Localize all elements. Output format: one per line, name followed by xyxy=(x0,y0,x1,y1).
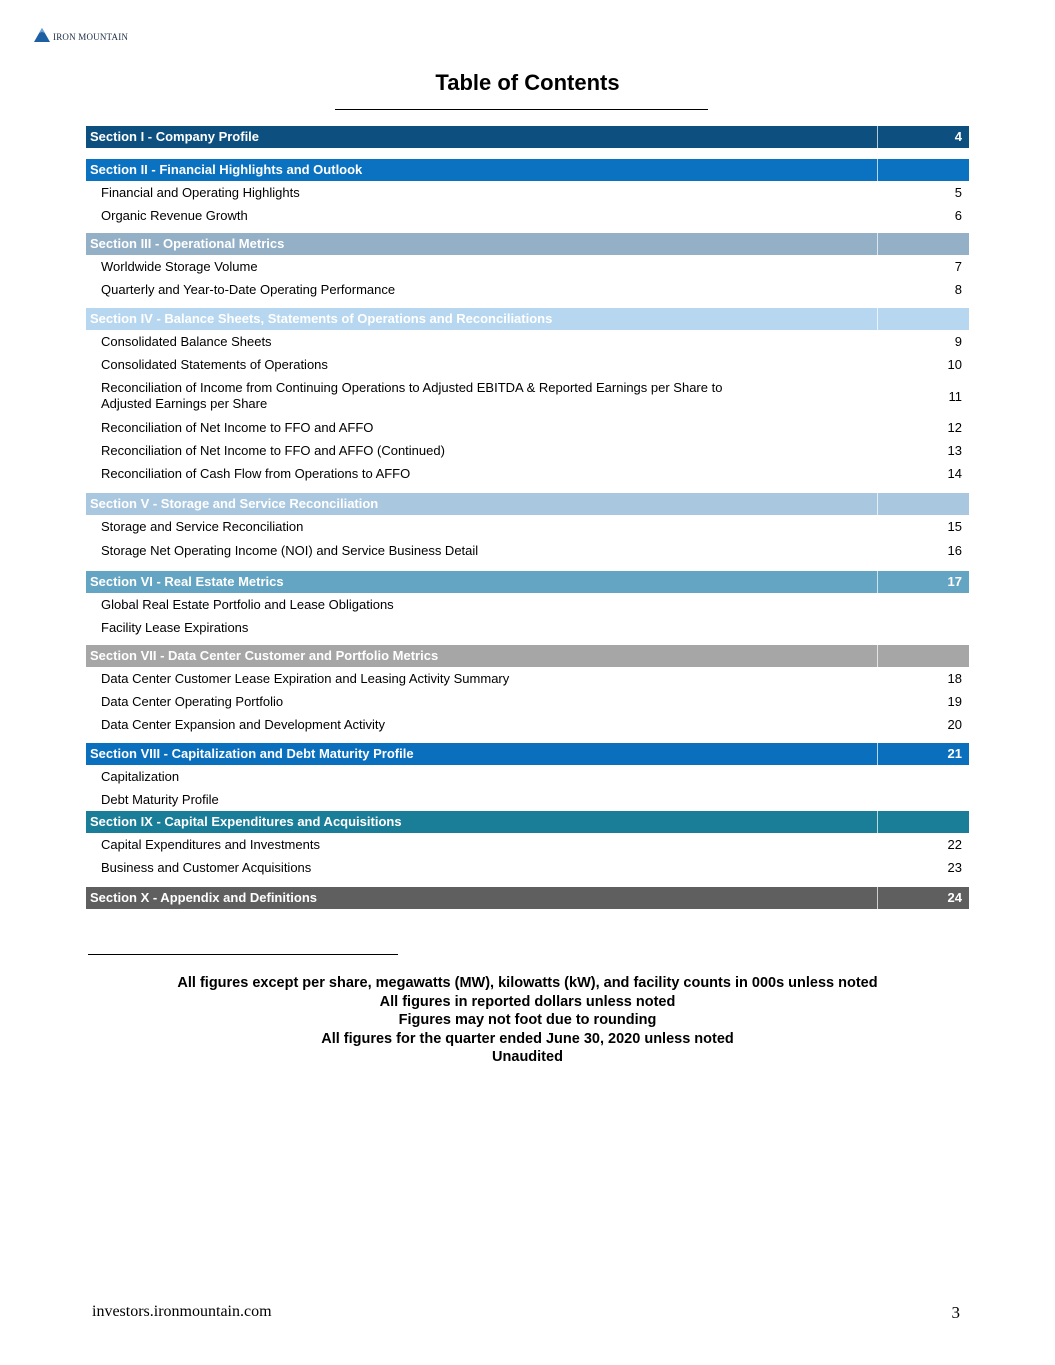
footnotes xyxy=(0,974,1055,1067)
toc-item[interactable] xyxy=(86,690,969,713)
section-title: Section VIII - Capitalization and Debt Maturity Profile xyxy=(90,746,414,761)
toc-item[interactable] xyxy=(86,788,969,811)
toc-item-page: 14 xyxy=(947,466,962,481)
toc-item[interactable] xyxy=(86,667,969,690)
section-title: Section IX - Capital Expenditures and Acquisitions xyxy=(90,814,402,829)
toc-item-page: 5 xyxy=(954,185,962,200)
toc-item[interactable] xyxy=(86,856,969,879)
toc-item-label: Data Center Expansion and Development Activity xyxy=(101,717,385,732)
triangle-mountain-logo-icon xyxy=(34,28,50,42)
toc-item-page: 19 xyxy=(947,694,962,709)
section-title: Section VI - Real Estate Metrics xyxy=(90,574,284,589)
toc-item-label: Storage and Service Reconciliation xyxy=(101,519,304,534)
section-block xyxy=(86,126,969,148)
section-page: 24 xyxy=(877,887,969,909)
section-header[interactable] xyxy=(86,645,969,667)
section-page: 17 xyxy=(877,571,969,593)
section-title: Section IV - Balance Sheets, Statements of Operations and Reconciliations xyxy=(90,311,553,326)
section-block xyxy=(86,159,969,227)
toc-item-label: Business and Customer Acquisitions xyxy=(101,860,312,875)
toc-item-page: 18 xyxy=(947,671,962,686)
section-title: Section III - Operational Metrics xyxy=(90,236,285,251)
section-block xyxy=(86,887,969,909)
section-header[interactable] xyxy=(86,811,969,833)
toc-item-page: 10 xyxy=(947,357,962,372)
toc-item[interactable] xyxy=(86,833,969,856)
section-header[interactable] xyxy=(86,571,969,593)
toc-item-page: 6 xyxy=(954,208,962,223)
note-line: All figures in reported dollars unless noted xyxy=(379,993,676,1010)
logo-wordmark: IRON MOUNTAIN xyxy=(53,32,129,42)
section-title: Section II - Financial Highlights and Outlook xyxy=(90,162,363,177)
note-line: All figures except per share, megawatts (MW), kilowatts (kW), and facility counts in 000s unless noted xyxy=(177,975,878,991)
section-page xyxy=(877,233,969,255)
toc-item-page: 12 xyxy=(947,420,962,435)
toc-item[interactable] xyxy=(86,416,969,439)
section-header[interactable] xyxy=(86,493,969,515)
toc-item[interactable] xyxy=(86,538,969,563)
page-number: 3 xyxy=(951,1303,960,1322)
section-block xyxy=(86,493,969,563)
toc-item-label: Quarterly and Year-to-Date Operating Performance xyxy=(101,282,396,297)
section-title: Section VII - Data Center Customer and Portfolio Metrics xyxy=(90,648,439,663)
section-block xyxy=(86,645,969,736)
toc-item-page: 16 xyxy=(947,543,962,558)
section-page xyxy=(877,493,969,515)
toc-item-label: Capital Expenditures and Investments xyxy=(101,837,320,852)
toc-item[interactable] xyxy=(86,278,969,301)
section-header[interactable] xyxy=(86,308,969,330)
footer-url-link[interactable]: investors.ironmountain.com xyxy=(92,1303,272,1320)
title-underline xyxy=(335,109,708,110)
section-page: 4 xyxy=(877,126,969,148)
section-header[interactable] xyxy=(86,159,969,181)
toc-item-label: Worldwide Storage Volume xyxy=(101,259,258,274)
toc-item[interactable] xyxy=(86,765,969,788)
toc-item[interactable] xyxy=(86,181,969,204)
section-header[interactable] xyxy=(86,233,969,255)
toc-item-page: 11 xyxy=(948,388,962,404)
section-title: Section I - Company Profile xyxy=(90,129,260,144)
toc-item-label: Reconciliation of Income from Continuing Operations to Adjusted EBITDA & Reported Earnings per Share to Adjusted Earnings per Share xyxy=(101,380,723,411)
toc-item-label: Reconciliation of Net Income to FFO and AFFO (Continued) xyxy=(101,443,445,458)
table-of-contents xyxy=(86,126,969,909)
toc-item-label: Financial and Operating Highlights xyxy=(101,185,300,200)
section-block xyxy=(86,233,969,301)
toc-item-label: Capitalization xyxy=(101,769,180,784)
toc-item-label: Consolidated Statements of Operations xyxy=(101,357,328,372)
toc-item-label: Organic Revenue Growth xyxy=(101,208,248,223)
section-title: Section X - Appendix and Definitions xyxy=(90,890,318,905)
toc-item-page: 13 xyxy=(947,443,962,458)
note-line: All figures for the quarter ended June 30, 2020 unless noted xyxy=(321,1030,734,1047)
section-page xyxy=(877,811,969,833)
toc-item-page: 8 xyxy=(954,282,962,297)
toc-item[interactable] xyxy=(86,353,969,376)
toc-item[interactable] xyxy=(86,439,969,462)
toc-item-label: Storage Net Operating Income (NOI) and Service Business Detail xyxy=(101,543,479,558)
section-page xyxy=(877,645,969,667)
toc-item[interactable] xyxy=(86,204,969,227)
toc-item-label: Facility Lease Expirations xyxy=(101,620,249,635)
toc-item-page: 15 xyxy=(947,519,962,534)
section-block xyxy=(86,571,969,639)
section-block xyxy=(86,308,969,485)
toc-item[interactable] xyxy=(86,462,969,485)
note-line: Unaudited xyxy=(492,1049,563,1065)
company-logo xyxy=(34,28,128,42)
toc-item[interactable] xyxy=(86,330,969,353)
toc-item-label: Global Real Estate Portfolio and Lease Obligations xyxy=(101,597,394,612)
section-header[interactable] xyxy=(86,743,969,765)
page-title: Table of Contents xyxy=(435,70,620,95)
toc-item-label: Data Center Operating Portfolio xyxy=(101,694,284,709)
section-page xyxy=(877,308,969,330)
notes-divider xyxy=(88,954,398,955)
toc-item[interactable] xyxy=(86,713,969,736)
toc-item-page: 7 xyxy=(954,259,962,274)
toc-item[interactable] xyxy=(86,376,969,416)
section-block xyxy=(86,743,969,811)
toc-item-page: 9 xyxy=(954,334,962,349)
section-block xyxy=(86,811,969,879)
toc-item-label: Reconciliation of Net Income to FFO and AFFO xyxy=(101,420,374,435)
section-page xyxy=(877,159,969,181)
toc-item-label: Consolidated Balance Sheets xyxy=(101,334,272,349)
toc-item-label: Reconciliation of Cash Flow from Operations to AFFO xyxy=(101,466,411,481)
toc-item[interactable] xyxy=(86,255,969,278)
toc-item-page: 23 xyxy=(947,860,962,875)
toc-item-label: Data Center Customer Lease Expiration and Leasing Activity Summary xyxy=(101,671,510,686)
toc-item[interactable] xyxy=(86,515,969,538)
note-line: Figures may not foot due to rounding xyxy=(398,1012,657,1028)
section-header[interactable] xyxy=(86,887,969,909)
section-title: Section V - Storage and Service Reconciliation xyxy=(90,496,379,511)
toc-item-page: 20 xyxy=(947,717,962,732)
section-header[interactable] xyxy=(86,126,969,148)
toc-item-page: 22 xyxy=(947,837,962,852)
section-page: 21 xyxy=(877,743,969,765)
toc-item[interactable] xyxy=(86,593,969,616)
toc-item-label: Debt Maturity Profile xyxy=(101,792,219,807)
toc-item[interactable] xyxy=(86,616,969,639)
